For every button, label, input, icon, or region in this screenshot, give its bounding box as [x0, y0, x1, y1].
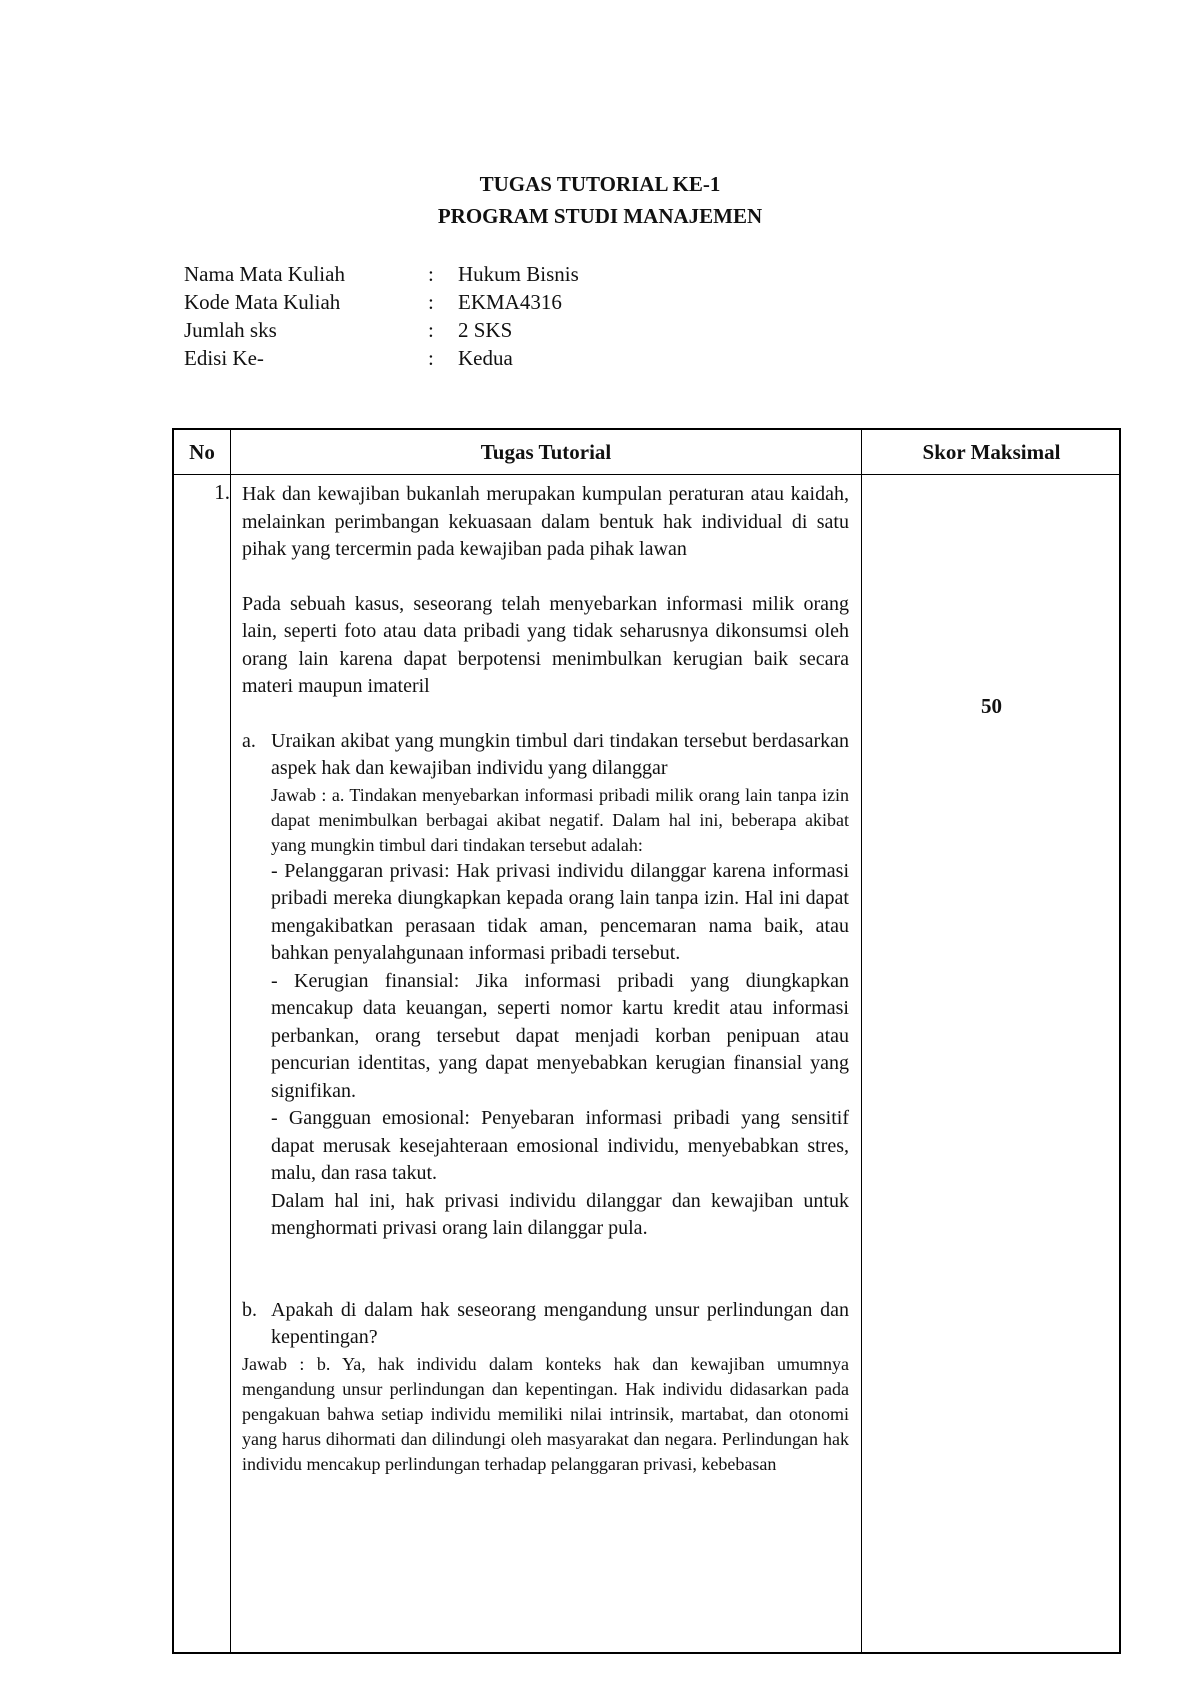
document-subtitle: PROGRAM STUDI MANAJEMEN: [437, 204, 763, 228]
task-content: [242, 475, 849, 1477]
row-number: 1.: [214, 480, 230, 504]
question-text: Uraikan akibat yang mungkin timbul dari tindakan tersebut berdasarkan aspek hak dan kewajiban individu yang dilanggar: [271, 729, 849, 779]
info-value: Kedua: [458, 346, 513, 370]
info-colon: :: [428, 346, 434, 370]
task-case: Pada sebuah kasus, seseorang telah menyebarkan informasi milik orang lain, seperti foto atau data pribadi yang tidak seharusnya dikonsumsi oleh orang lain karena dapat berpotensi menimbulkan kerugian baik secara materi maupun imateril: [242, 592, 849, 697]
header-no: No: [189, 440, 215, 464]
question-marker: a.: [242, 729, 256, 752]
info-label: Edisi Ke-: [184, 346, 264, 370]
tutorial-table: [172, 428, 1121, 1654]
question-b: [242, 1297, 849, 1352]
info-label: Jumlah sks: [184, 318, 277, 342]
info-value: EKMA4316: [458, 290, 562, 314]
answer-a: Jawab : a. Tindakan menyebarkan informasi pribadi milik orang lain tanpa izin dapat menimbulkan berbagai akibat negatif. Dalam hal ini, beberapa akibat yang mungkin timbul dari tindakan tersebut adalah:: [271, 784, 849, 855]
info-colon: :: [428, 290, 434, 314]
document-title: TUGAS TUTORIAL KE-1: [479, 172, 721, 196]
header-task: Tugas Tutorial: [480, 440, 612, 464]
task-intro: Hak dan kewajiban bukanlah merupakan kumpulan peraturan atau kaidah, melainkan perimbangan kekuasaan dalam bentuk hak individual di satu pihak yang tercermin pada kewajiban pada pihak lawan: [242, 483, 849, 560]
question-a: [242, 728, 849, 1243]
answer-conclusion: Dalam hal ini, hak privasi individu dilanggar dan kewajiban untuk menghormati privasi orang lain dilanggar pula.: [271, 1189, 849, 1239]
info-value: 2 SKS: [458, 318, 513, 342]
column-divider: [861, 430, 862, 1652]
answer-b: Jawab : b. Ya, hak individu dalam konteks hak dan kewajiban umumnya mengandung unsur perlindungan dan kepentingan. Hak individu didasarkan pada pengakuan bahwa setiap individu memiliki nilai intrinsik, martabat, dan otonomi yang harus dihormati dan dilindungi oleh masyarakat dan negara. Perlindungan hak individu mencakup perlindungan terhadap pelanggaran privasi, kebebasan: [242, 1353, 849, 1474]
answer-point: - Kerugian finansial: Jika informasi pribadi yang diungkapkan mencakup data keuangan, seperti nomor kartu kredit atau informasi perbankan, orang tersebut dapat menjadi korban penipuan atau pencurian identitas, yang dapat menyebabkan kerugian finansial yang signifikan.: [271, 969, 849, 1102]
info-value: Hukum Bisnis: [458, 262, 579, 286]
header-score: Skor Maksimal: [922, 440, 1061, 464]
question-text: Apakah di dalam hak seseorang mengandung unsur perlindungan dan kepentingan?: [271, 1298, 849, 1348]
answer-point: - Gangguan emosional: Penyebaran informasi pribadi yang sensitif dapat merusak kesejahteraan emosional individu, menyebabkan stres, malu, dan rasa takut.: [271, 1107, 849, 1184]
column-divider: [230, 430, 231, 1652]
info-label: Nama Mata Kuliah: [184, 262, 345, 286]
info-colon: :: [428, 318, 434, 342]
max-score: 50: [981, 694, 1002, 718]
info-label: Kode Mata Kuliah: [184, 290, 341, 314]
answer-point: - Pelanggaran privasi: Hak privasi individu dilanggar karena informasi pribadi mereka diungkapkan kepada orang lain tanpa izin. Hal ini dapat mengakibatkan perasaan tidak aman, pencemaran nama baik, atau bahkan penyalahgunaan informasi pribadi tersebut.: [271, 859, 849, 964]
info-colon: :: [428, 262, 434, 286]
question-marker: b.: [242, 1298, 257, 1321]
